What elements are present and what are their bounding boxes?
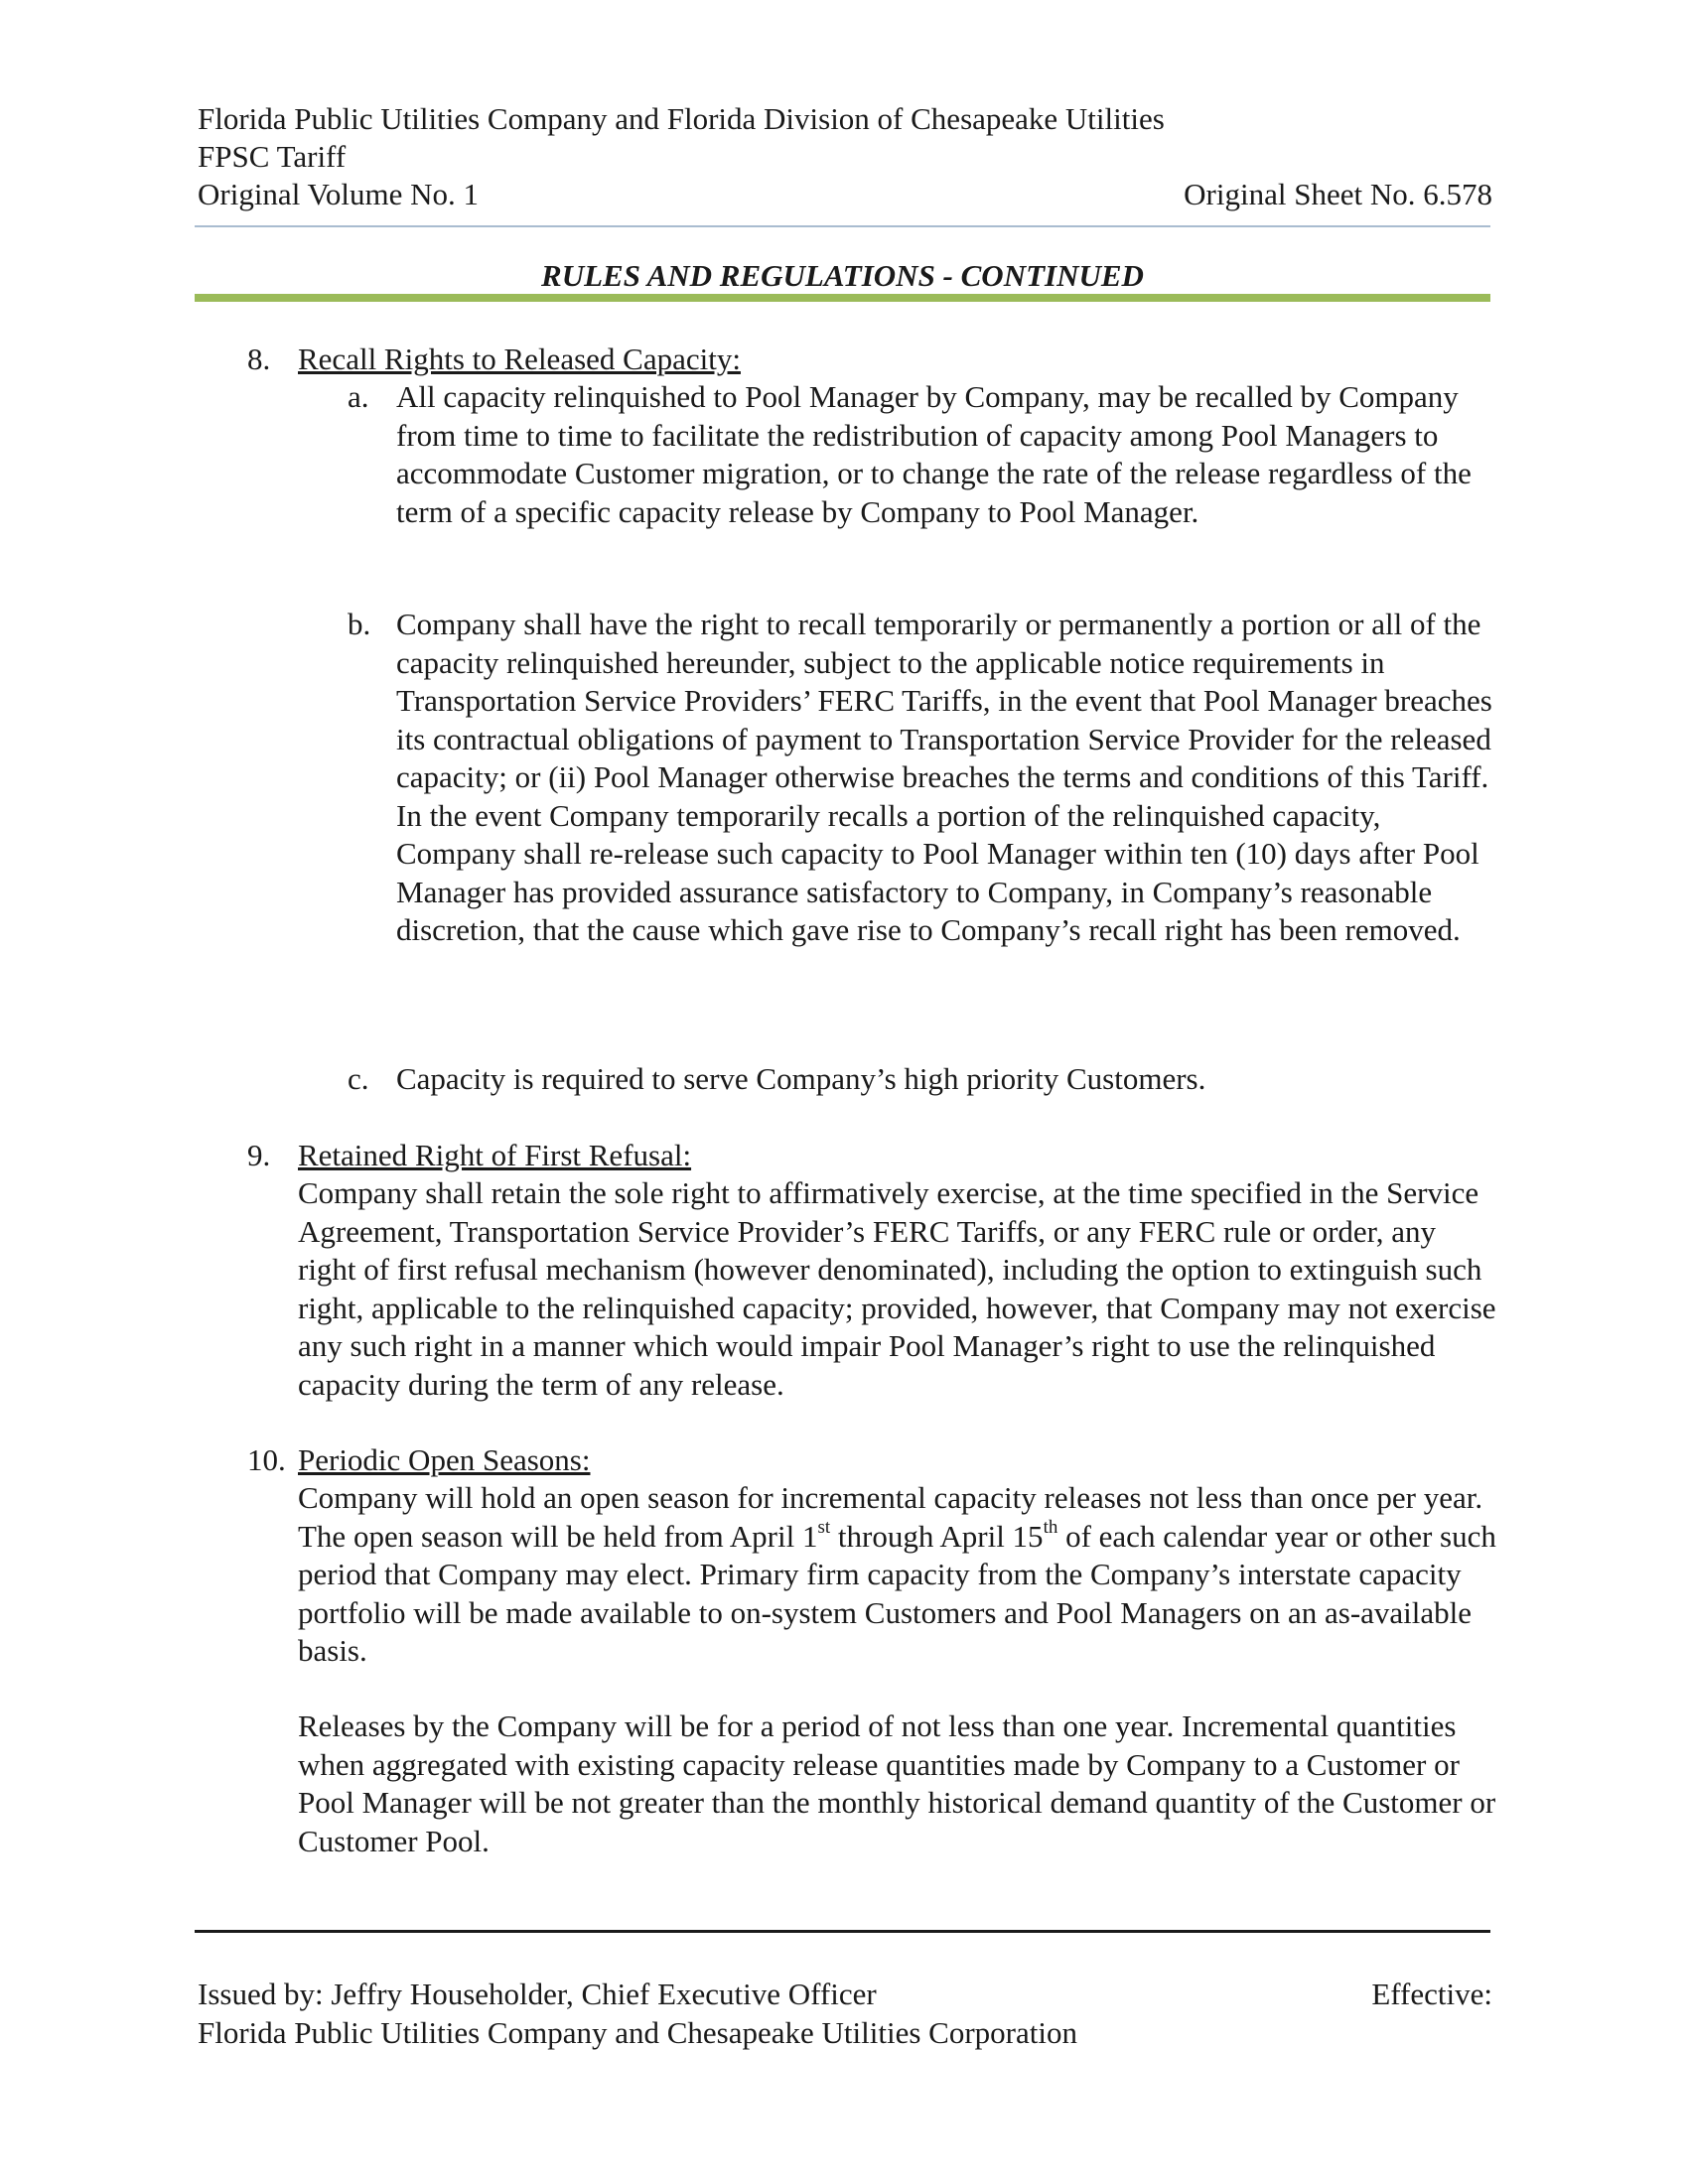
item-8a-text: All capacity relinquished to Pool Manager by Company, may be recalled by Company from time to time to facilitate the redistribution of capacity among Pool Managers to accommodate Customer migration, or to change the rate of the release regardless of the term of a specific capacity release by Company to Pool Manager. — [396, 379, 1472, 529]
footer-effective: Effective: — [1371, 1977, 1492, 2011]
header-tariff-line: FPSC Tariff — [198, 139, 347, 174]
item-8c-letter: c. — [348, 1061, 369, 1096]
ordinal-st: st — [817, 1517, 831, 1539]
footer-divider — [195, 1930, 1490, 1933]
item-9-text: Company shall retain the sole right to affirmatively exercise, at the time specified in the Service Agreement, Transportation Service Provider’s FERC Tariffs, or any FERC rule or order, any right of first refusal mechanism (however denominated), including the option to extinguish such right, applicable to the relinquished capacity; provided, however, that Company may not exercise any such right in a manner which would impair Pool Manager’s right to use the relinquished capacity during the term of any release. — [298, 1175, 1496, 1402]
item-9-heading: Retained Right of First Refusal: — [298, 1138, 692, 1172]
ordinal-th: th — [1043, 1517, 1058, 1539]
section-title-underline — [195, 294, 1490, 302]
item-8a-letter: a. — [348, 379, 369, 414]
header-company-line: Florida Public Utilities Company and Florida Division of Chesapeake Utilities — [198, 101, 1165, 136]
footer-company: Florida Public Utilities Company and Chesapeake Utilities Corporation — [198, 2015, 1077, 2050]
item-10-number: 10. — [247, 1442, 286, 1477]
item-8b-text: Company shall have the right to recall temporarily or permanently a portion or all of the capacity relinquished hereunder, subject to the applicable notice requirements in Transportation Service Providers’ FERC Tariffs, in the event that Pool Manager breaches its contractual obligations of payment to Transportation Service Provider for the released capacity; or (ii) Pool Manager otherwise breaches the terms and conditions of this Tariff. In the event Company temporarily recalls a portion of the relinquished capacity, Company shall re-release such capacity to Pool Manager within ten (10) days after Pool Manager has provided assurance satisfactory to Company, in Company’s reasonable discretion, that the cause which gave rise to Company’s recall right has been removed. — [396, 607, 1492, 947]
header-divider — [195, 225, 1490, 227]
item-9-number: 9. — [247, 1138, 271, 1172]
header-sheet-number: Original Sheet No. 6.578 — [1184, 177, 1492, 211]
section-title: RULES AND REGULATIONS - CONTINUED — [541, 258, 1144, 293]
header-volume: Original Volume No. 1 — [198, 177, 480, 211]
item-8c-text: Capacity is required to serve Company’s high priority Customers. — [396, 1061, 1206, 1096]
item-8b-letter: b. — [348, 607, 371, 641]
item-8-number: 8. — [247, 341, 271, 376]
item-10-paragraph-2: Releases by the Company will be for a period of not less than one year. Incremental quantities when aggregated with existing capacity release quantities made by Company to a Customer or Pool Manager will be not greater than the monthly historical demand quantity of the Customer or Customer Pool. — [298, 1708, 1496, 1858]
item-10-paragraph-1: Company will hold an open season for incremental capacity releases not less than once per year. The open season will be held from April 1st through April 15th of each calendar year or other such period that Company may elect. Primary firm capacity from the Company’s interstate capacity portfolio will be made available to on-system Customers and Pool Managers on an as-available basis. — [298, 1480, 1496, 1668]
item-10-heading: Periodic Open Seasons: — [298, 1442, 591, 1477]
footer-issued-by: Issued by: Jeffry Householder, Chief Executive Officer — [198, 1977, 877, 2011]
item-8-heading: Recall Rights to Released Capacity: — [298, 341, 741, 376]
